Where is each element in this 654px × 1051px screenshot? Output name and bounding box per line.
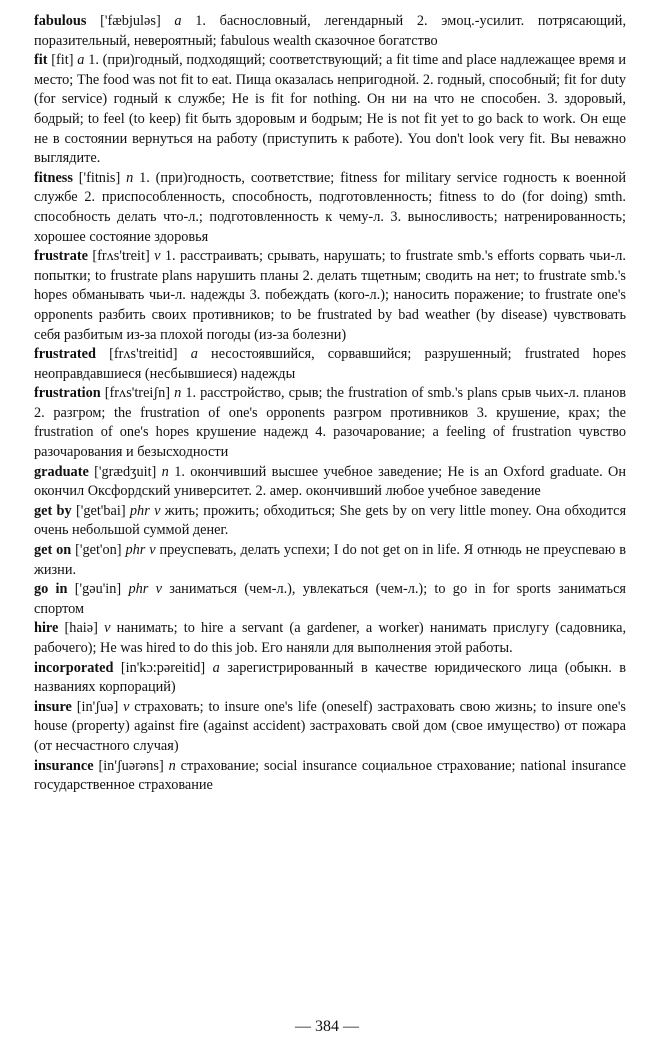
- headword: fitness: [34, 169, 73, 186]
- headword: hire: [34, 620, 59, 637]
- headword: incorporated: [34, 659, 114, 676]
- entry-insurance: [34, 757, 626, 796]
- part-of-speech: phr v: [125, 542, 156, 559]
- transcription: [in'ʃuə]: [76, 698, 119, 715]
- part-of-speech: n: [168, 757, 176, 774]
- headword: fabulous: [34, 13, 87, 29]
- headword: frustration: [34, 385, 101, 402]
- entry-incorporated: [34, 659, 626, 698]
- transcription: ['grædʒuit]: [94, 463, 157, 480]
- entry-go-in: [34, 580, 626, 619]
- transcription: [in'ʃuərəns]: [98, 757, 164, 774]
- transcription: ['fitnis]: [78, 169, 121, 186]
- entry-insure: [34, 698, 626, 757]
- transcription: ['get'on]: [75, 542, 122, 559]
- headword: frustrated: [34, 346, 96, 363]
- headword: go in: [34, 581, 68, 598]
- headword: insurance: [34, 757, 94, 774]
- transcription: ['fæbjuləs]: [100, 13, 161, 29]
- entry-graduate: [34, 463, 626, 502]
- definition: жить; прожить; обходиться; She gets by on very little money. Она обходится очень небольшой суммой денег.: [34, 502, 627, 539]
- part-of-speech: n: [161, 463, 169, 480]
- transcription: [in'kɔ:pəreitid]: [120, 659, 206, 676]
- part-of-speech: n: [126, 169, 134, 186]
- headword: frustrate: [34, 248, 88, 265]
- definition: заниматься (чем-л.), увлекаться (чем-л.); to go in for sports заниматься спортом: [34, 581, 627, 617]
- headword: fit: [34, 52, 48, 69]
- transcription: [fit]: [51, 52, 74, 69]
- transcription: ['get'bai]: [75, 502, 126, 519]
- entry-hire: [34, 619, 626, 658]
- definition: 1. баснословный, легендарный 2. эмоц.-усилит. потрясающий, поразительный, невероятный; fabulous wealth сказочное богатство: [34, 13, 627, 49]
- part-of-speech: a: [77, 52, 85, 69]
- entry-frustrated: [34, 345, 626, 384]
- part-of-speech: v: [104, 620, 111, 637]
- part-of-speech: n: [174, 385, 182, 402]
- headword: get by: [34, 502, 72, 519]
- transcription: ['gəu'in]: [74, 581, 122, 598]
- entry-fabulous: [34, 12, 626, 51]
- headword: get on: [34, 542, 72, 559]
- headword: graduate: [34, 463, 89, 480]
- definition: 1. расстройство, срыв; the frustration of smb.'s plans срыв чьих-л. планов 2. разгром; the frustration of one's opponents разгром противников 3. крушение, крах; the frustration of one's hopes крушение надежд 4. разочарование; a feeling of frustration чувство разочарования и безысходности: [34, 385, 626, 461]
- definition: 1. расстраивать; срывать, нарушать; to frustrate smb.'s efforts сорвать чьи-л. попытки; to frustrate plans нарушить планы 2. делать тщетным; сводить на нет; to frustrate smb.'s hopes обманывать чьи-л. надежды 3. побеждать (кого-л.); наносить поражение; to frustrate one's opponents разбить своих противников; to be frustrated by bad weather (by disease) чувствовать себя разбитым из-за плохой погоды (из-за болезни): [34, 248, 627, 343]
- part-of-speech: a: [212, 659, 220, 676]
- definition: страхование; social insurance социальное страхование; national insurance государственное страхование: [34, 757, 627, 794]
- definition: страховать; to insure one's life (oneself) застраховать свою жизнь; to insure one's house (property) against fire (against accident) застраховать свой дом (свое имущество) от пожара (от несчастного случая): [34, 698, 626, 754]
- definition: зарегистрированный в качестве юридического лица (обыкн. в названиях корпораций): [34, 659, 626, 696]
- transcription: [haiə]: [64, 620, 98, 637]
- page-number: — 384 —: [295, 1018, 359, 1035]
- part-of-speech: phr v: [128, 581, 162, 598]
- part-of-speech: v: [154, 248, 161, 265]
- entry-get-on: [34, 541, 626, 580]
- headword: insure: [34, 698, 72, 715]
- dictionary-page: [34, 12, 626, 796]
- definition: преуспевать, делать успехи; I do not get on in life. Я отнюдь не преуспеваю в жизни.: [34, 542, 627, 578]
- part-of-speech: a: [190, 346, 198, 363]
- transcription: [frʌs'treit]: [92, 248, 150, 265]
- part-of-speech: a: [174, 13, 182, 29]
- entry-get-by: [34, 502, 626, 541]
- definition: 1. (при)годный, подходящий; соответствующий; a fit time and place надлежащее время и место; The food was not fit to eat. Пища оказалась непригодной. 2. годный, способный; fit for duty (for service) годный к службе; He is fit for nothing. Он ни на что не способен. 3. здоровый, бодрый; to feel (to keep) fit быть здоровым и бодрым; He is not fit yet to go back to work. Он еще не в состоянии вернуться на работу (приступить к работе). You don't look very fit. Вы неважно выглядите.: [34, 52, 626, 167]
- part-of-speech: v: [123, 698, 130, 715]
- transcription: [frʌs'treitid]: [109, 346, 178, 363]
- entry-frustrate: [34, 247, 626, 345]
- part-of-speech: phr v: [129, 502, 161, 519]
- transcription: [frʌs'treiʃn]: [104, 385, 171, 402]
- definition: несостоявшийся, сорвавшийся; разрушенный; frustrated hopes неоправдавшиеся (несбывшиеся) надежды: [34, 346, 627, 382]
- definition: нанимать; to hire a servant (a gardener, a worker) нанимать прислугу (садовника, рабочего); He was hired to do this job. Его наняли для выполнения этой работы.: [34, 620, 627, 656]
- definition: 1. окончивший высшее учебное заведение; He is an Oxford graduate. Он окончил Оксфордский университет. 2. амер. окончивший любое учебное заведение: [34, 463, 627, 500]
- entry-frustration: [34, 384, 626, 462]
- entry-fitness: [34, 169, 626, 247]
- definition: 1. (при)годность, соответствие; fitness for military service годность к военной службе 2. приспособленность, способность, подготовленность; fitness to do (for doing) smth. способность делать что-л.; подготовленность к чему-л. 3. выносливость; натренированность; хорошее состояние здоровья: [34, 169, 627, 245]
- entry-fit: [34, 51, 626, 169]
